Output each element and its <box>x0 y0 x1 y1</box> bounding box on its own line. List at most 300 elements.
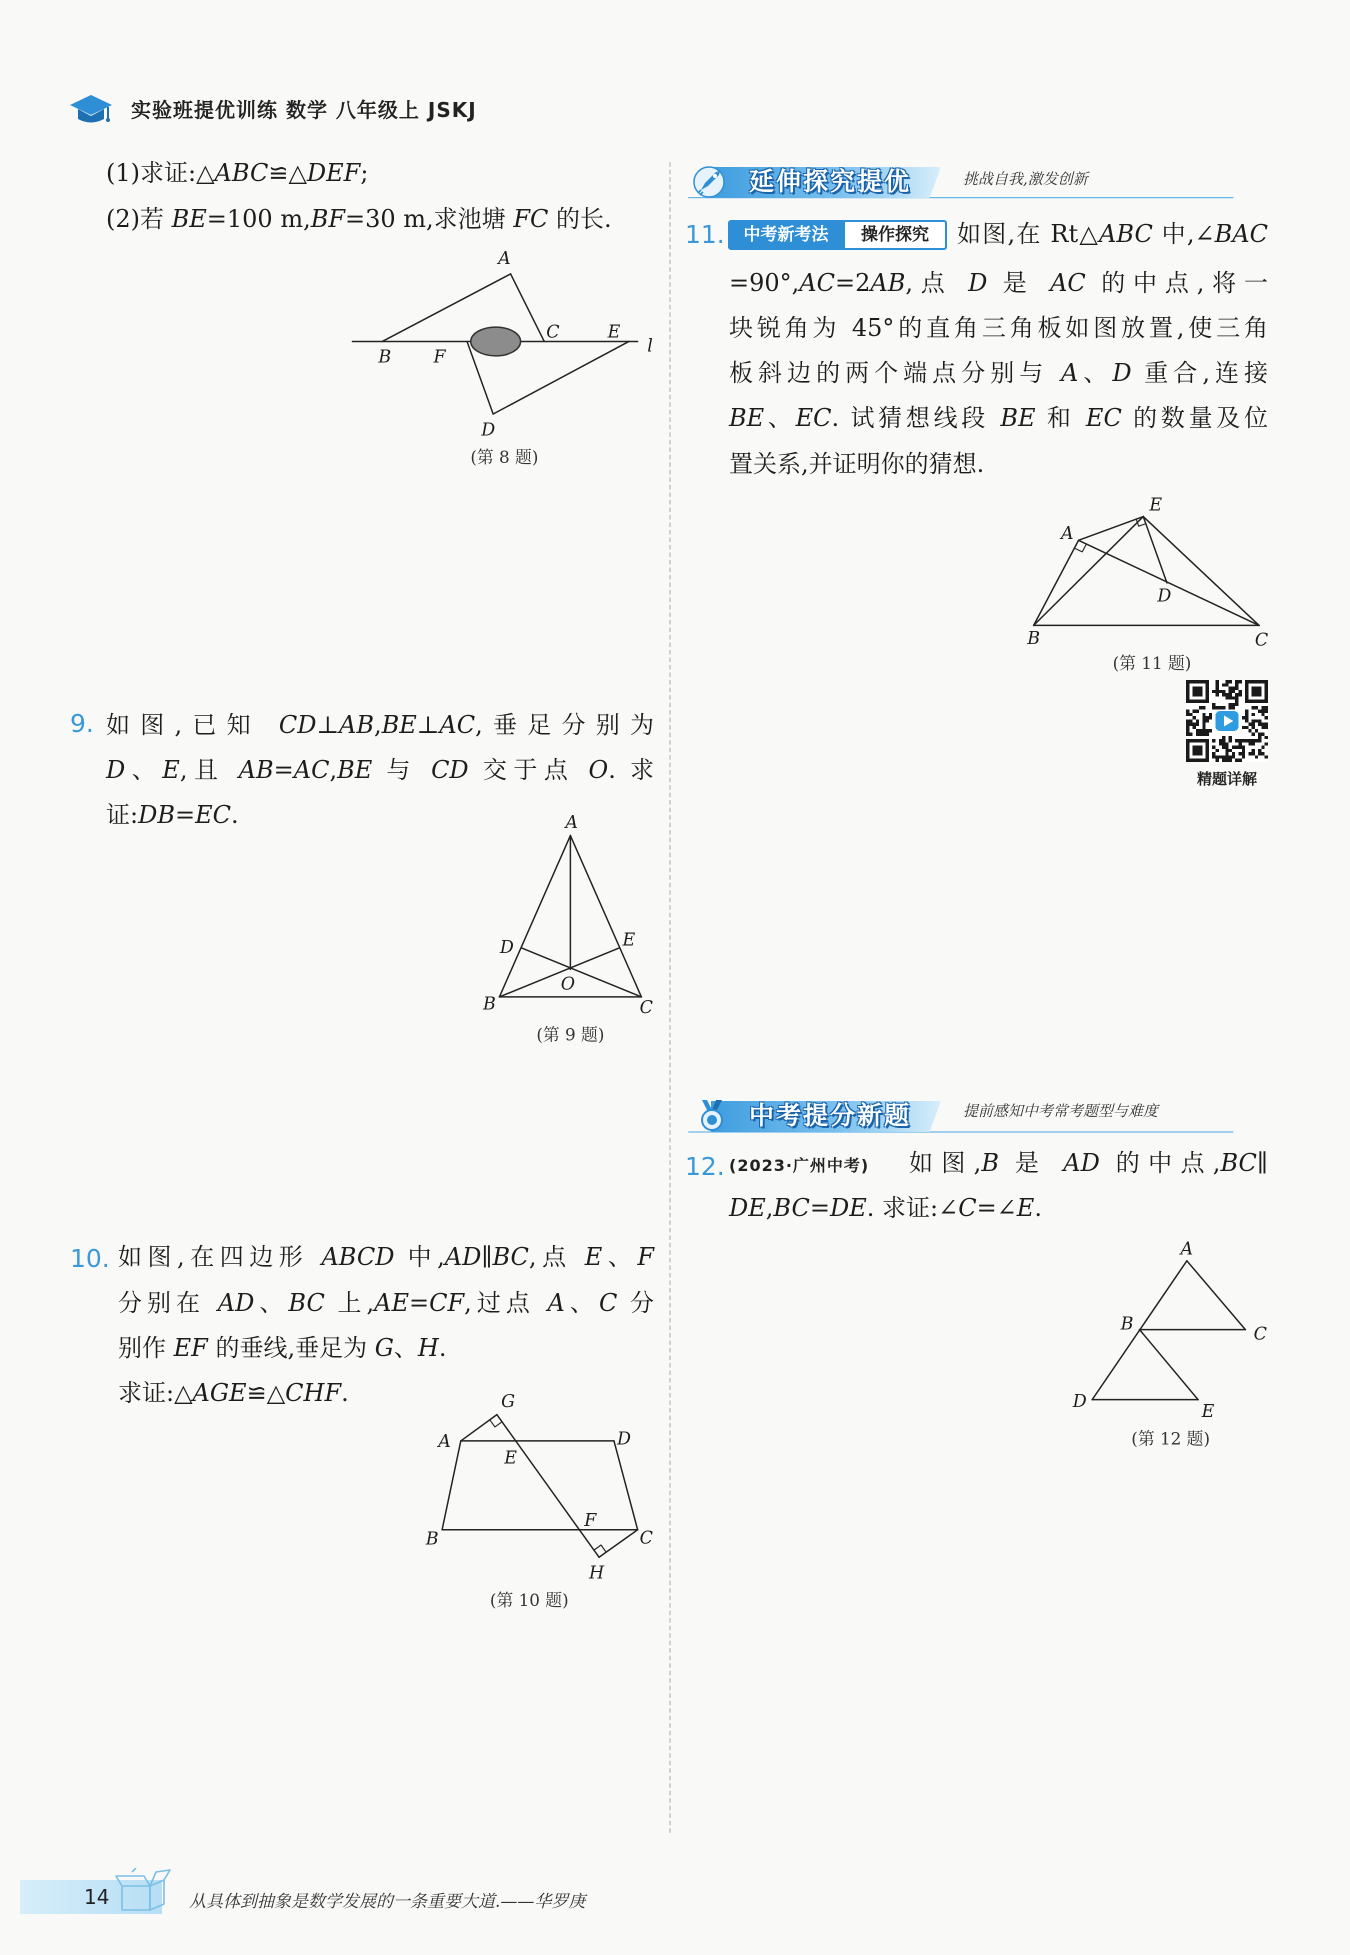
math-variable: CD <box>431 756 469 784</box>
qr-module <box>1186 713 1189 716</box>
qr-module <box>1212 739 1215 742</box>
qr-module <box>1238 693 1241 696</box>
open-box-icon <box>112 1868 172 1914</box>
qr-module <box>1193 723 1196 726</box>
math-variable: EF <box>173 1334 208 1362</box>
fig9-caption: (第 9 题) <box>536 1024 605 1045</box>
math-variable: D <box>1112 359 1132 387</box>
math-variable: C <box>598 1289 618 1317</box>
fig11-segment-ed <box>1143 517 1167 583</box>
fig9-label-c: C <box>639 998 654 1019</box>
qr-module <box>1242 752 1245 755</box>
qr-module <box>1265 742 1268 745</box>
qr-module <box>1189 719 1192 722</box>
qr-module <box>1206 732 1209 735</box>
fig8-label-b: B <box>378 347 392 368</box>
section-extension-title: 延伸探究提优 <box>749 167 912 196</box>
qr-module <box>1225 755 1228 758</box>
qr-module <box>1196 719 1199 722</box>
qr-module <box>1196 729 1199 732</box>
figure-10 <box>442 1415 638 1558</box>
qr-module <box>1216 683 1219 686</box>
qr-module <box>1248 742 1251 745</box>
footer-quote: 从具体到抽象是数学发展的一条重要大道.——华罗庚 <box>189 1892 586 1912</box>
problem10-number: 10. <box>70 1244 110 1273</box>
qr-module <box>1252 726 1255 729</box>
qr-module <box>1232 706 1235 709</box>
math-variable: DE <box>829 1194 867 1222</box>
qr-module <box>1209 729 1212 732</box>
fig10-segment-ab <box>442 1441 461 1530</box>
qr-module <box>1252 732 1255 735</box>
qr-module <box>1245 719 1248 722</box>
qr-module <box>1255 729 1258 732</box>
qr-module <box>1212 755 1215 758</box>
qr-module <box>1258 723 1261 726</box>
qr-module <box>1212 752 1215 755</box>
problem11-line: 置关系,并证明你的猜想. <box>729 450 985 478</box>
qr-module <box>1202 729 1205 732</box>
qr-module <box>1216 693 1219 696</box>
qr-module <box>1216 690 1219 693</box>
qr-module <box>1258 736 1261 739</box>
qr-module <box>1258 719 1261 722</box>
qr-module <box>1235 739 1238 742</box>
qr-module <box>1193 710 1196 713</box>
math-variable: EC <box>1085 404 1122 432</box>
qr-module <box>1216 759 1219 762</box>
qr-code-icon[interactable] <box>1186 679 1268 763</box>
qr-module <box>1222 693 1225 696</box>
qr-module <box>1255 739 1258 742</box>
qr-module <box>1248 729 1251 732</box>
tag-new-exam-method: 中考新考法 <box>728 220 844 250</box>
qr-module <box>1193 716 1196 719</box>
problem12-line: 如图,B 是 AD 的中点,BC∥ <box>909 1149 1268 1177</box>
qr-module <box>1199 732 1202 735</box>
fig11-right-angle-a <box>1074 544 1086 552</box>
qr-module <box>1255 706 1258 709</box>
qr-module <box>1258 739 1261 742</box>
math-variable: CHF <box>285 1379 342 1407</box>
qr-module <box>1261 713 1264 716</box>
qr-module <box>1206 729 1209 732</box>
fig12-label-e: E <box>1201 1402 1215 1423</box>
qr-module <box>1261 752 1264 755</box>
problem9-number: 9. <box>70 709 94 738</box>
fig10-label-g: G <box>501 1392 516 1413</box>
qr-module <box>1222 759 1225 762</box>
math-variable: G <box>374 1334 394 1362</box>
qr-module <box>1232 752 1235 755</box>
qr-module <box>1219 755 1222 758</box>
rocket-icon <box>689 163 735 200</box>
qr-module <box>1255 719 1258 722</box>
fig8-segment-df <box>467 341 493 414</box>
fig8-pond <box>471 327 521 356</box>
fig10-label-d: D <box>616 1429 631 1450</box>
qr-module <box>1261 723 1264 726</box>
qr-module <box>1238 739 1241 742</box>
fig10-right-angle-h <box>594 1545 606 1552</box>
qr-module <box>1212 746 1215 749</box>
fig8-segment-ac <box>511 274 545 342</box>
math-variable: DE <box>729 1194 766 1222</box>
qr-module <box>1261 726 1264 729</box>
qr-module <box>1225 752 1228 755</box>
fig11-segment-be <box>1034 517 1144 626</box>
fig8-label-d: D <box>481 420 496 441</box>
fig8-label-e: E <box>607 322 621 343</box>
math-variable: BF <box>310 205 346 233</box>
math-variable: EC <box>795 404 832 432</box>
fig11-caption: (第 11 题) <box>1112 653 1192 674</box>
fig12-label-d: D <box>1072 1392 1087 1413</box>
section-extension-banner <box>689 163 941 200</box>
qr-module <box>1212 690 1215 693</box>
fig10-segment-dc <box>614 1441 638 1530</box>
qr-module <box>1255 755 1258 758</box>
problem12-source: (2023·广州中考) <box>729 1156 870 1175</box>
qr-module <box>1225 680 1228 683</box>
qr-module <box>1202 726 1205 729</box>
qr-module <box>1222 706 1225 709</box>
math-variable: BE <box>381 711 417 739</box>
tag-hands-on-exploration: 操作探究 <box>843 220 947 250</box>
fig10-segment-ag <box>461 1415 497 1441</box>
qr-finder-core <box>1252 687 1262 697</box>
qr-module <box>1245 716 1248 719</box>
qr-module <box>1219 706 1222 709</box>
header-title: 实验班提优训练 数学 八年级上 JSKJ <box>131 98 477 122</box>
math-variable: DB <box>138 801 175 829</box>
qr-module <box>1235 759 1238 762</box>
problem11-line: =90°,AC=2AB,点 D 是 AC 的中点,将一 <box>729 269 1268 297</box>
qr-module <box>1186 729 1189 732</box>
qr-module <box>1225 759 1228 762</box>
math-variable: A <box>547 1289 565 1317</box>
qr-module <box>1242 716 1245 719</box>
math-variable: E <box>162 756 180 784</box>
math-variable: BAC <box>1214 220 1268 248</box>
qr-module <box>1225 683 1228 686</box>
qr-module <box>1242 755 1245 758</box>
fig12-label-b: B <box>1120 1314 1134 1335</box>
qr-module <box>1229 703 1232 706</box>
qr-module <box>1199 706 1202 709</box>
qr-module <box>1232 687 1235 690</box>
medal-icon <box>689 1097 735 1134</box>
fig12-segment-be <box>1140 1330 1199 1400</box>
qr-module <box>1265 736 1268 739</box>
fig11-label-a: A <box>1060 524 1074 545</box>
fig8-label-c: C <box>546 322 560 343</box>
qr-module <box>1186 726 1189 729</box>
qr-module <box>1222 739 1225 742</box>
qr-module <box>1212 706 1215 709</box>
math-variable: AC <box>293 756 330 784</box>
qr-module <box>1265 706 1268 709</box>
problem10-line: 分别在 AD、BC 上,AE=CF,过点 A、C 分 <box>118 1289 654 1317</box>
qr-module <box>1196 732 1199 735</box>
math-variable: CF <box>429 1289 465 1317</box>
qr-finder-core <box>1193 746 1203 756</box>
qr-module <box>1186 732 1189 735</box>
fig9-label-e: E <box>622 930 636 951</box>
qr-module <box>1232 755 1235 758</box>
math-variable: A <box>1060 359 1079 387</box>
qr-module <box>1258 749 1261 752</box>
fig11-segment-ac <box>1079 540 1260 625</box>
qr-module <box>1235 696 1238 699</box>
math-variable: O <box>588 756 609 784</box>
fig10-label-a: A <box>438 1432 451 1453</box>
fig8-label-a: A <box>498 248 511 269</box>
qr-module <box>1202 716 1205 719</box>
qr-module <box>1235 687 1238 690</box>
fig8-segment-ab <box>382 274 510 342</box>
problem11-line: 如图,在 Rt△ABC 中,∠BAC <box>957 220 1268 248</box>
qr-module <box>1193 726 1196 729</box>
math-variable: BE <box>337 756 373 784</box>
qr-module <box>1202 706 1205 709</box>
fig8-segment-de <box>493 341 629 414</box>
problem11-line: 板斜边的两个端点分别与 A、D 重合,连接 <box>729 359 1268 387</box>
math-variable: AB <box>238 756 274 784</box>
fig10-label-f: F <box>584 1510 597 1531</box>
math-variable: ABC <box>1099 220 1153 248</box>
fig11-label-e: E <box>1149 495 1163 516</box>
problem10-line: 求证:△AGE≌△CHF. <box>118 1379 349 1407</box>
qr-module <box>1258 732 1261 735</box>
qr-module <box>1229 696 1232 699</box>
qr-finder-core <box>1193 687 1203 697</box>
math-variable: BC <box>773 1194 810 1222</box>
qr-module <box>1252 739 1255 742</box>
qr-module <box>1202 713 1205 716</box>
qr-module <box>1202 723 1205 726</box>
math-variable: F <box>637 1243 655 1271</box>
math-variable: AB <box>870 269 906 297</box>
qr-module <box>1216 755 1219 758</box>
qr-module <box>1225 749 1228 752</box>
qr-module <box>1209 713 1212 716</box>
math-variable: C <box>958 1194 977 1222</box>
qr-module <box>1206 719 1209 722</box>
qr-module <box>1216 706 1219 709</box>
fig9-label-b: B <box>483 994 496 1015</box>
qr-module <box>1222 746 1225 749</box>
qr-module <box>1252 752 1255 755</box>
qr-module <box>1186 723 1189 726</box>
qr-module <box>1229 706 1232 709</box>
qr-module <box>1206 716 1209 719</box>
qr-module <box>1245 710 1248 713</box>
fig9-segment-ab <box>499 836 570 997</box>
fig12-segment-ac <box>1187 1261 1246 1330</box>
math-variable: EC <box>195 801 231 829</box>
qr-module <box>1229 736 1232 739</box>
problem11-line: BE、EC. 试猜想线段 BE 和 EC 的数量及位 <box>729 404 1269 432</box>
qr-module <box>1235 693 1238 696</box>
fig10-segment-gh <box>497 1415 599 1558</box>
qr-module <box>1258 710 1261 713</box>
qr-module <box>1252 742 1255 745</box>
qr-module <box>1225 746 1228 749</box>
qr-module <box>1229 690 1232 693</box>
math-variable: ABC <box>214 159 269 187</box>
qr-module <box>1222 742 1225 745</box>
qr-module <box>1242 746 1245 749</box>
figure-12 <box>1092 1261 1245 1400</box>
fig9-segment-cd <box>522 948 642 997</box>
problem12-number: 12. <box>685 1152 725 1181</box>
math-variable: E <box>584 1243 603 1271</box>
qr-module <box>1209 716 1212 719</box>
qr-module <box>1216 749 1219 752</box>
fig11-label-c: C <box>1254 630 1269 651</box>
qr-module <box>1232 703 1235 706</box>
qr-module <box>1261 710 1264 713</box>
qr-module <box>1245 713 1248 716</box>
section-exam-subtitle: 提前感知中考常考题型与难度 <box>963 1102 1159 1120</box>
math-variable: D <box>968 269 988 297</box>
math-variable: BE <box>1000 404 1036 432</box>
qr-module <box>1261 706 1264 709</box>
problem9-line: 如图,已知 CD⊥AB,BE⊥AC,垂足分别为 <box>106 711 654 739</box>
qr-module <box>1229 755 1232 758</box>
qr-module <box>1245 739 1248 742</box>
fig11-label-d: D <box>1157 586 1172 607</box>
qr-module <box>1189 713 1192 716</box>
qr-module <box>1252 713 1255 716</box>
qr-module <box>1261 746 1264 749</box>
fig9-label-o: O <box>560 974 576 995</box>
fig11-segment-ae <box>1079 517 1144 541</box>
page-number: 14 <box>84 1885 110 1909</box>
graduation-cap-icon <box>68 92 114 128</box>
qr-module <box>1252 719 1255 722</box>
math-variable: B <box>981 1149 999 1177</box>
qr-module <box>1232 696 1235 699</box>
math-variable: E <box>1016 1194 1035 1222</box>
qr-module <box>1225 742 1228 745</box>
fig10-label-c: C <box>639 1528 654 1549</box>
qr-module <box>1261 732 1264 735</box>
qr-module <box>1222 683 1225 686</box>
qr-module <box>1238 746 1241 749</box>
qr-module <box>1245 726 1248 729</box>
problem8-part2: (2)若 BE=100 m,BF=30 m,求池塘 FC 的长. <box>106 205 612 233</box>
qr-module <box>1189 723 1192 726</box>
qr-module <box>1196 723 1199 726</box>
qr-module <box>1235 680 1238 683</box>
qr-module <box>1219 690 1222 693</box>
fig11-right-angle-e <box>1136 519 1146 526</box>
qr-module <box>1235 683 1238 686</box>
qr-label: 精题详解 <box>1196 770 1257 788</box>
fig8-label-l: l <box>647 336 653 357</box>
qr-module <box>1229 739 1232 742</box>
qr-module <box>1232 746 1235 749</box>
qr-module <box>1222 736 1225 739</box>
math-variable: AC <box>439 711 476 739</box>
qr-module <box>1189 732 1192 735</box>
figure-9 <box>499 836 641 997</box>
qr-module <box>1219 739 1222 742</box>
qr-module <box>1238 742 1241 745</box>
fig10-segment-ch <box>599 1530 638 1558</box>
qr-module <box>1252 706 1255 709</box>
figure-8 <box>352 274 637 414</box>
math-variable: AD <box>217 1289 255 1317</box>
qr-module <box>1242 749 1245 752</box>
fig9-segment-be <box>499 948 619 997</box>
math-variable: AGE <box>192 1379 247 1407</box>
qr-module <box>1229 693 1232 696</box>
qr-module <box>1238 690 1241 693</box>
math-variable: AD <box>1063 1149 1100 1177</box>
math-variable: BC <box>492 1243 529 1271</box>
qr-module <box>1238 680 1241 683</box>
qr-module <box>1238 752 1241 755</box>
qr-module <box>1265 716 1268 719</box>
qr-module <box>1258 752 1261 755</box>
qr-module <box>1235 746 1238 749</box>
qr-module <box>1202 719 1205 722</box>
qr-module <box>1265 755 1268 758</box>
fig10-label-b: B <box>425 1529 439 1550</box>
qr-module <box>1186 719 1189 722</box>
qr-module <box>1235 703 1238 706</box>
problem11-number: 11. <box>685 220 725 249</box>
qr-module <box>1229 687 1232 690</box>
qr-module <box>1235 700 1238 703</box>
fig12-segment-ad <box>1092 1261 1187 1400</box>
qr-module <box>1242 726 1245 729</box>
math-variable: CD <box>278 711 317 739</box>
problem12-line: DE,BC=DE. 求证:∠C=∠E. <box>729 1194 1042 1222</box>
qr-module <box>1222 690 1225 693</box>
qr-module <box>1225 693 1228 696</box>
qr-module <box>1216 687 1219 690</box>
fig9-label-d: D <box>499 938 514 959</box>
problem9-line: D、E,且 AB=AC,BE 与 CD 交于点 O. 求 <box>106 756 654 784</box>
math-variable: FC <box>513 205 549 233</box>
figure-11 <box>1034 517 1259 626</box>
fig10-label-e: E <box>504 1448 517 1469</box>
qr-module <box>1225 696 1228 699</box>
fig12-caption: (第 12 题) <box>1131 1428 1211 1449</box>
fig9-segment-ac <box>570 836 641 997</box>
math-variable: AC <box>799 269 835 297</box>
qr-module <box>1252 723 1255 726</box>
fig10-caption: (第 10 题) <box>489 1589 569 1611</box>
fig8-caption: (第 8 题) <box>470 446 539 467</box>
qr-module <box>1265 723 1268 726</box>
fig11-segment-ab <box>1034 540 1079 625</box>
math-variable: BC <box>1220 1149 1257 1177</box>
qr-module <box>1229 680 1232 683</box>
math-variable: AC <box>1050 269 1086 297</box>
qr-module <box>1216 680 1219 683</box>
math-variable: D <box>106 756 126 784</box>
qr-module <box>1232 690 1235 693</box>
qr-module <box>1229 759 1232 762</box>
qr-module <box>1265 726 1268 729</box>
fig11-label-b: B <box>1027 629 1041 650</box>
fig11-segment-ec <box>1143 517 1259 626</box>
